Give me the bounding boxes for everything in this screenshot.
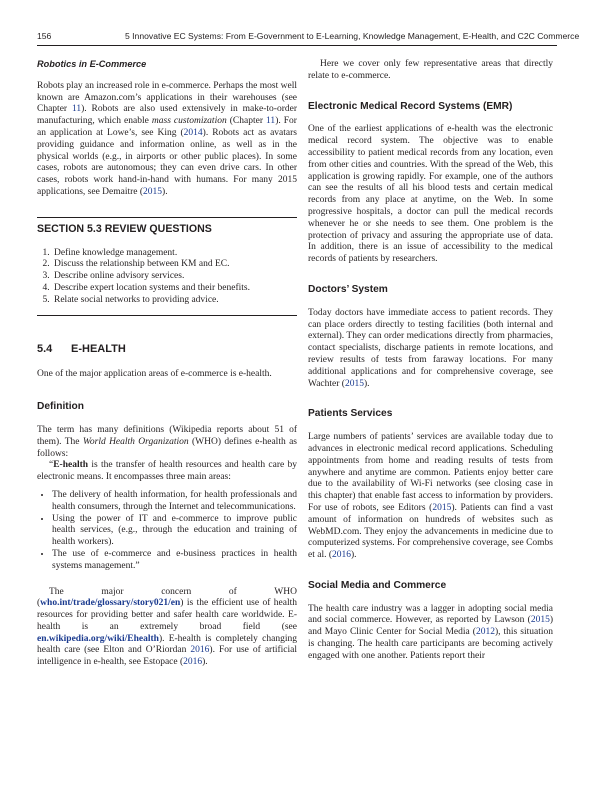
- who-paragraph: The major concern of WHO (who.int/trade/glossary/story021/en) is the efficient use of health resources for providing better and safer health care worldwide. E-health is an extremely broad field (see en.wikipedia.org/wiki/Ehealth). E-health is completely changing health care (see Elton and O’Riordan 2016). For use of artificial intelligence in e-health, see Estopace (2016).: [37, 586, 297, 668]
- king-2014-link[interactable]: 2014: [183, 127, 203, 138]
- emr-heading: Electronic Medical Record Systems (EMR): [308, 100, 513, 112]
- list-item: • The use of e-commerce and e-business practices in health systems management.”: [52, 549, 297, 573]
- wachter-2015-link[interactable]: 2015: [344, 378, 364, 389]
- doctors-heading: Doctors’ System: [308, 283, 388, 295]
- definition-paragraph: The term has many definitions (Wikipedia reports about 51 of them). The World Health Organization (WHO) defines e-health as follows:: [37, 424, 297, 459]
- section-intro: One of the major application areas of e-commerce is e-health.: [37, 369, 272, 380]
- review-questions-box: [37, 217, 297, 316]
- section-title: E-HEALTH: [71, 342, 126, 355]
- who-glossary-link[interactable]: who.int/trade/glossary/story021/en: [40, 598, 181, 609]
- list-item: 5. Relate social networks to providing advice.: [52, 295, 297, 307]
- estopace-2016-link[interactable]: 2016: [183, 657, 203, 668]
- robotics-paragraph: Robots play an increased role in e-commerce. Perhaps the most well known are Amazon.com’s applications in their warehouses (see Chapter 11). Robots are also used extensively in make-to-order manufacturing, which enable mass customization (Chapter 11). For an application at Lowe’s, see King (2014). Robots act as avatars providing guidance and information online, as well as in the physical worlds (e.g., in airports or other public places). In some cases, robots are autonomous; they can even drive cars. In other cases, robots work hand-in-hand with humans. For many 2015 applications, see Demaitre (2015).: [37, 80, 297, 197]
- list-item: • Using the power of IT and e-commerce to improve public health services, (e.g., through the education and training of health workers).: [52, 514, 297, 549]
- header-rule: [37, 45, 557, 46]
- page-number: 156: [37, 31, 52, 41]
- right-intro: Here we cover only few representative areas that directly relate to e-commerce.: [308, 59, 553, 81]
- definition-heading: Definition: [37, 401, 84, 413]
- left-column: [37, 59, 297, 669]
- demaitre-2015-link[interactable]: 2015: [143, 186, 163, 197]
- definition-bullets: [37, 490, 297, 573]
- wikipedia-ehealth-link[interactable]: en.wikipedia.org/wiki/Ehealth: [37, 633, 159, 644]
- section-heading: [37, 344, 297, 356]
- social-paragraph: The health care industry was a lagger in adopting social media and social commerce. However, as reported by Lawson (2015) and Mayo Clinic Center for Social Media (2012), this situation is changing. The health care participants are becoming actively engaged with one another. Patients report their: [308, 603, 553, 661]
- social-heading: Social Media and Commerce: [308, 579, 447, 591]
- list-item: 2. Discuss the relationship between KM and EC.: [52, 259, 297, 271]
- editors-2015-link[interactable]: 2015: [432, 502, 452, 513]
- patients-paragraph: Large numbers of patients’ services are available today due to advances in electronic medical record applications. Scheduling appointments from home and reading results of tests from anywhere and anytime are common. Patients enjoy better care due to the availability of Wi-Fi networks (see closing case in this chapter) that enable fast access to information by providers. For use of robots, see Editors (2015). Patients can find a vast amount of information on hundreds of websites such as WebMD.com. They enjoy the advancements in medicine due to computerized systems. For comprehensive coverage, see Combs et al. (2016).: [308, 432, 553, 561]
- running-head: 5 Innovative EC Systems: From E-Government to E-Learning, Knowledge Management, E-Health, and C2C Commerce: [125, 31, 580, 41]
- review-questions-list: [37, 248, 297, 307]
- list-item: 4. Describe expert location systems and their benefits.: [52, 283, 297, 295]
- lawson-2015-link[interactable]: 2015: [530, 615, 550, 626]
- patients-heading: Patients Services: [308, 408, 393, 420]
- combs-2016-link[interactable]: 2016: [332, 550, 352, 561]
- elton-2016-link[interactable]: 2016: [190, 645, 210, 656]
- right-column: [308, 59, 553, 663]
- robotics-heading: Robotics in E-Commerce: [37, 59, 147, 69]
- mayo-2012-link[interactable]: 2012: [475, 627, 495, 638]
- definition-quote: “E-health is the transfer of health resources and health care by electronic means. It encompasses three main areas:: [37, 460, 297, 483]
- emr-paragraph: One of the earliest applications of e-health was the electronic medical record system. The objective was to enable accessibility to patient medical records from any location, even from other cities and countries. With the spread of the Web, this application is growing rapidly. For example, one of the authors can see the results of all his blood tests and certain medical records from any place at anytime, on the Web. In some progressive hospitals, a doctor can pull the medical records whenever he or she needs to see them. One problem is the protection of privacy and assuring the appropriate use of data. In addition, there is an issue of accessibility to the medical records of patients by researchers.: [308, 124, 553, 265]
- chapter-11-link[interactable]: 11: [71, 104, 82, 115]
- review-questions-title: SECTION 5.3 REVIEW QUESTIONS: [37, 222, 212, 235]
- list-item: 3. Describe online advisory services.: [52, 271, 297, 283]
- section-number: 5.4: [37, 342, 53, 355]
- doctors-paragraph: Today doctors have immediate access to patient records. They can place orders directly to testing facilities (both internal and external). They can order medications directly from pharmacies, contact specialists, discharge patients in remote locations, and review results of tests from faraway locations. For many additional applications and for comprehensive coverage, see Wachter (2015).: [308, 307, 553, 389]
- list-item: 1. Define knowledge management.: [52, 248, 297, 260]
- chapter-11-link-2[interactable]: 11: [266, 116, 276, 127]
- list-item: • The delivery of health information, for health professionals and health consumers, through the Internet and telecommunications.: [52, 490, 297, 514]
